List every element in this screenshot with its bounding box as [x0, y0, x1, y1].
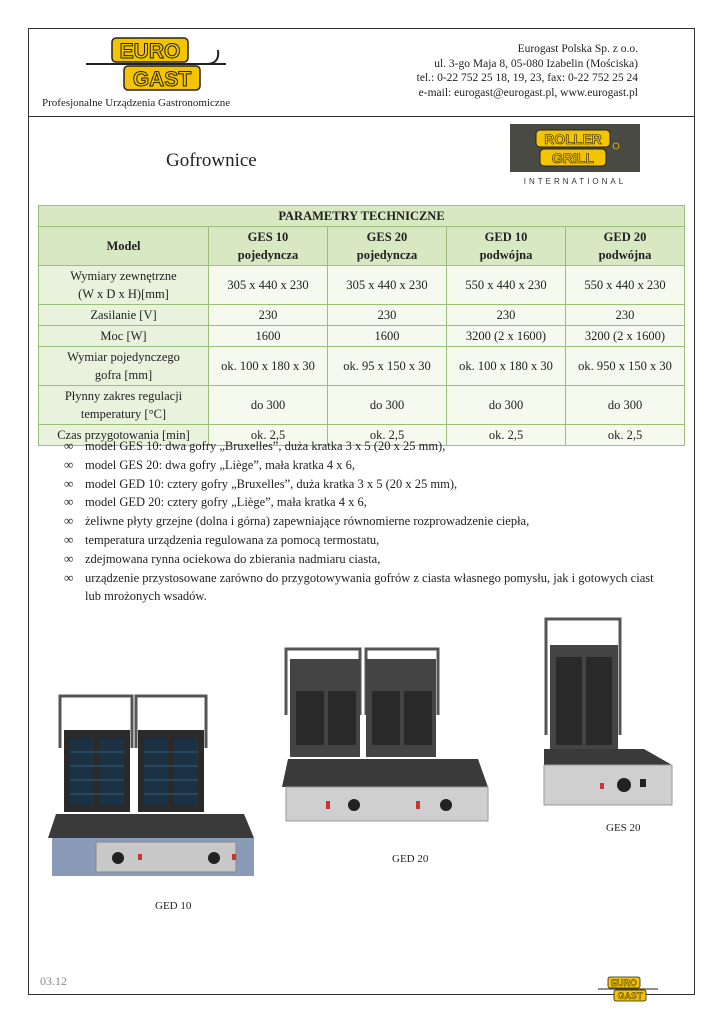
list-item: ∞ model GED 20: cztery gofry „Liège”, mała kratka 4 x 6,: [64, 493, 654, 512]
table-row: [39, 266, 685, 305]
header-divider: [28, 116, 695, 117]
table-cell: ok. 2,5: [447, 425, 566, 446]
brand-line1: ROLLER: [544, 131, 602, 147]
company-name: Eurogast Polska Sp. z o.o.: [517, 43, 638, 55]
product-image-ged10: [48, 690, 258, 880]
company-phone: tel.: 0-22 752 25 18, 19, 23, fax: 0-22 752 25 24: [416, 72, 638, 84]
table-cell: ok. 95 x 150 x 30: [328, 347, 447, 386]
table-cell: 1600: [209, 326, 328, 347]
list-item: ∞ żeliwne płyty grzejne (dolna i górna) zapewniające równomierne rozprowadzenie ciepła,: [64, 512, 654, 531]
footer-date: 03.12: [40, 974, 67, 988]
infinity-bullet-icon: ∞: [64, 550, 74, 566]
table-cell: 230: [209, 305, 328, 326]
eurogast-logo: [86, 36, 226, 92]
model-col-ges20: GES 20 pojedyncza: [328, 227, 447, 266]
table-row: [39, 305, 685, 326]
infinity-bullet-icon: ∞: [64, 456, 74, 472]
table-cell: do 300: [447, 386, 566, 425]
list-item: ∞ urządzenie przystosowane zarówno do przygotowywania gofrów z ciasta własnego pomysłu, jak i gotowych ciast lub mrożonych wsadów.: [64, 569, 654, 604]
table-row: [39, 386, 685, 425]
infinity-bullet-icon: ∞: [64, 531, 74, 547]
company-info: [417, 42, 638, 100]
table-cell: 3200 (2 x 1600): [447, 326, 566, 347]
table-cell: 1600: [328, 326, 447, 347]
table-cell: ok. 2,5: [209, 425, 328, 446]
infinity-bullet-icon: ∞: [64, 569, 74, 585]
table-cell: 230: [447, 305, 566, 326]
row-label: Moc [W]: [39, 326, 209, 347]
table-cell: ok. 950 x 150 x 30: [566, 347, 685, 386]
model-header: Model: [39, 227, 209, 266]
footer-eurogast-logo: [598, 976, 658, 1002]
row-label: Wymiar pojedynczego gofra [mm]: [39, 347, 209, 386]
company-address: ul. 3-go Maja 8, 05-080 Izabelin (Mościska): [434, 57, 638, 70]
features-list: [64, 437, 654, 606]
logo-text-euro: EURO: [119, 40, 181, 63]
logo-text-gast: GAST: [132, 68, 192, 91]
footer-logo-gast: GAST: [617, 991, 643, 1001]
table-cell: 550 x 440 x 230: [566, 266, 685, 305]
infinity-bullet-icon: ∞: [64, 475, 74, 491]
model-col-ged20: GED 20 podwójna: [566, 227, 685, 266]
model-col-ged10: GED 10 podwójna: [447, 227, 566, 266]
table-cell: ok. 100 x 180 x 30: [447, 347, 566, 386]
brand-line2: GRILL: [552, 150, 594, 166]
caption-ged10: GED 10: [155, 900, 192, 912]
product-image-ged20: [282, 645, 492, 825]
footer-logo-euro: EURO: [610, 978, 638, 988]
product-image-ges20: [540, 615, 674, 815]
infinity-bullet-icon: ∞: [64, 513, 74, 529]
table-cell: 305 x 440 x 230: [209, 266, 328, 305]
table-row: [39, 347, 685, 386]
row-label: Wymiary zewnętrzne (W x D x H)[mm]: [39, 266, 209, 305]
roller-grill-logo: [510, 124, 640, 186]
table-row: [39, 326, 685, 347]
page-title: Gofrownice: [166, 150, 257, 171]
brand-sub: INTERNATIONAL: [523, 177, 627, 186]
table-cell: do 300: [328, 386, 447, 425]
table-cell: ok. 100 x 180 x 30: [209, 347, 328, 386]
infinity-bullet-icon: ∞: [64, 438, 74, 453]
table-cell: ok. 2,5: [566, 425, 685, 446]
company-email: e-mail: eurogast@eurogast.pl, www.eurogast.pl: [418, 86, 638, 99]
row-label: Zasilanie [V]: [39, 305, 209, 326]
list-item: ∞ temperatura urządzenia regulowana za pomocą termostatu,: [64, 531, 654, 550]
table-cell: 305 x 440 x 230: [328, 266, 447, 305]
list-item: ∞ model GES 10: dwa gofry „Bruxelles”, duża kratka 3 x 5 (20 x 25 mm),: [64, 437, 654, 456]
table-cell: 550 x 440 x 230: [447, 266, 566, 305]
table-caption: PARAMETRY TECHNICZNE: [39, 206, 685, 227]
table-cell: 230: [566, 305, 685, 326]
list-item: ∞ model GES 20: dwa gofry „Liège”, mała kratka 4 x 6,: [64, 456, 654, 475]
spec-table: [38, 205, 685, 446]
row-label: Płynny zakres regulacji temperatury [°C]: [39, 386, 209, 425]
table-cell: 230: [328, 305, 447, 326]
table-cell: do 300: [209, 386, 328, 425]
caption-ged20: GED 20: [392, 853, 429, 865]
table-cell: ok. 2,5: [328, 425, 447, 446]
list-item: ∞ zdejmowana rynna ociekowa do zbierania nadmiaru ciasta,: [64, 550, 654, 569]
list-item: ∞ model GED 10: cztery gofry „Bruxelles”, duża kratka 3 x 5 (20 x 25 mm),: [64, 475, 654, 494]
tagline: Profesjonalne Urządzenia Gastronomiczne: [42, 97, 231, 109]
table-cell: 3200 (2 x 1600): [566, 326, 685, 347]
infinity-bullet-icon: ∞: [64, 494, 74, 510]
table-cell: do 300: [566, 386, 685, 425]
model-col-ges10: GES 10 pojedyncza: [209, 227, 328, 266]
row-label: Czas przygotowania [min]: [39, 425, 209, 446]
caption-ges20: GES 20: [606, 822, 641, 834]
